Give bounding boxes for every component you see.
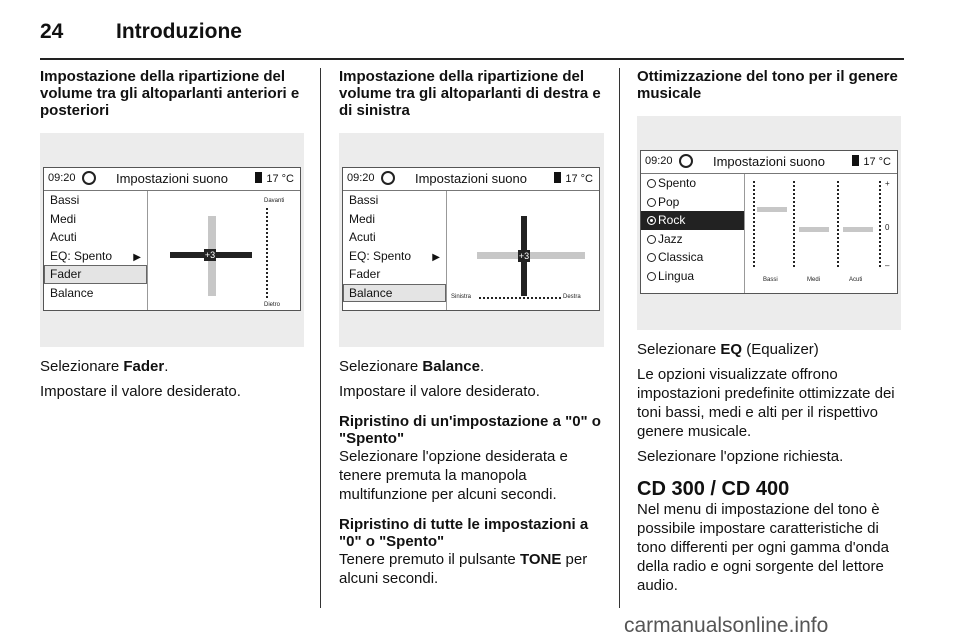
set-value-text: Impostare il valore desiderato. <box>339 383 540 400</box>
radio-selected-icon <box>647 216 656 225</box>
select-eq-text: Selezionare EQ (Equalizer) <box>637 341 819 358</box>
reset-one-title: Ripristino di un'impostazione a "0" o "Spento" <box>339 413 601 447</box>
arrow-right-icon: ▶ <box>133 251 141 263</box>
menu-item-balance[interactable]: Balance <box>343 284 446 303</box>
screen-title: Impostazioni suono <box>115 171 228 186</box>
menu-item-acuti[interactable]: Acuti <box>50 230 77 244</box>
fader-value: +3 <box>204 250 216 260</box>
fader-screen <box>43 167 301 311</box>
radio-icon <box>647 272 656 281</box>
clock-time: 09:20 <box>48 172 76 184</box>
column-divider <box>320 68 321 608</box>
eq-option-spento[interactable]: Spento <box>641 174 744 193</box>
screen-status-bar <box>641 151 897 173</box>
sound-menu <box>44 191 148 310</box>
balance-scale <box>479 297 561 299</box>
balance-value: +3 <box>518 251 530 261</box>
radio-icon <box>647 235 656 244</box>
watermark: carmanualsonline.info <box>624 614 829 637</box>
menu-item-acuti[interactable]: Acuti <box>349 230 376 244</box>
screen-status-bar <box>44 168 300 190</box>
reset-all-title: Ripristino di tutte le impostazioni a "0" o "Spento" <box>339 516 589 550</box>
eq-option-pop[interactable]: Pop <box>641 193 744 212</box>
eq-option-rock[interactable]: Rock <box>641 211 744 230</box>
eq-scale-acuti <box>879 181 881 267</box>
menu-item-bassi[interactable]: Bassi <box>50 193 80 207</box>
eq-scale-plus: + <box>885 179 890 188</box>
reset-one-text: Selezionare l'opzione desiderata e tenere premuta la manopola multifunzione per alcuni secondi. <box>339 448 568 503</box>
screen-status-bar <box>343 168 599 190</box>
menu-item-bassi[interactable]: Bassi <box>349 193 379 207</box>
set-value-text: Impostare il valore desiderato. <box>40 383 241 400</box>
eq-scale-left <box>753 181 755 267</box>
reset-all-text: Tenere premuto il pulsante TONE per alcuni secondi. <box>339 551 588 587</box>
label-left: Sinistra <box>451 294 472 300</box>
menu-item-fader[interactable]: Fader <box>349 267 381 281</box>
eq-option-lingua[interactable]: Lingua <box>641 267 744 286</box>
column-fader <box>40 68 304 401</box>
eq-option-jazz[interactable]: Jazz <box>641 230 744 249</box>
menu-item-balance[interactable]: Balance <box>50 285 94 300</box>
cd-section-title: CD 300 / CD 400 <box>637 478 790 500</box>
equalizer-heading: Ottimizzazione del tono per il genere musicale <box>637 68 898 102</box>
eq-medi-bar <box>799 227 829 232</box>
eq-acuti-bar <box>843 227 873 232</box>
eq-scale-bassi <box>793 181 795 267</box>
cd-section-text: Nel menu di impostazione del tono è possibile impostare caratteristiche di tono differenti per ogni gamma d'onda della radio e ogni sorgente del lettore audio. <box>637 501 889 594</box>
column-balance <box>339 68 604 588</box>
menu-item-fader[interactable]: Fader <box>44 265 147 284</box>
eq-band-medi: Medi <box>807 277 821 283</box>
page-header <box>40 20 242 44</box>
fader-screen-figure <box>40 133 304 347</box>
column-divider <box>619 68 620 608</box>
menu-item-eq[interactable]: EQ: Spento ▶ <box>343 247 446 266</box>
eq-options-menu <box>641 174 745 293</box>
screen-title: Impostazioni suono <box>712 154 825 169</box>
clock-time: 09:20 <box>645 155 673 167</box>
screen-title: Impostazioni suono <box>414 171 527 186</box>
balance-screen <box>342 167 600 311</box>
arrow-right-icon: ▶ <box>432 251 440 263</box>
eq-option-classica[interactable]: Classica <box>641 248 744 267</box>
select-fader-text: Selezionare Fader. <box>40 358 169 375</box>
balance-horizontal-track <box>477 252 585 259</box>
select-balance-text: Selezionare Balance. <box>339 358 485 375</box>
eq-description: Le opzioni visualizzate offrono impostazioni predefinite ottimizzate dei toni bassi, medi e alti per il rispettivo genere musicale. <box>637 366 895 440</box>
label-front: Davanti <box>264 198 285 204</box>
equalizer-screen-figure <box>637 116 901 330</box>
column-equalizer <box>637 68 901 595</box>
radio-icon <box>647 253 656 262</box>
fader-scale <box>266 208 268 298</box>
eq-scale-zero: 0 <box>885 223 890 232</box>
menu-item-medi[interactable]: Medi <box>50 211 77 226</box>
eq-scale-minus: – <box>885 261 890 270</box>
eq-band-acuti: Acuti <box>849 277 863 283</box>
fader-heading: Impostazione della ripartizione del volume tra gli altoparlanti anteriori e posteriori <box>40 68 300 119</box>
page-title: Introduzione <box>116 20 242 43</box>
temperature: 17 °C <box>554 172 593 185</box>
balance-heading: Impostazione della ripartizione del volume tra gli altoparlanti di destra e di sinistra <box>339 68 601 119</box>
header-rule <box>40 58 904 60</box>
temperature: 17 °C <box>852 155 891 168</box>
eq-bassi-bar <box>757 207 787 212</box>
menu-item-eq[interactable]: EQ: Spento ▶ <box>44 247 147 266</box>
radio-icon <box>647 179 656 188</box>
temperature: 17 °C <box>255 172 294 185</box>
radio-icon <box>647 198 656 207</box>
label-rear: Dietro <box>264 302 281 308</box>
eq-band-bassi: Bassi <box>763 277 778 283</box>
menu-item-medi[interactable]: Medi <box>349 211 376 226</box>
label-right: Destra <box>563 294 581 300</box>
balance-screen-figure <box>339 133 604 347</box>
page-number: 24 <box>40 20 64 43</box>
sound-menu <box>343 191 447 310</box>
eq-select-option-text: Selezionare l'opzione richiesta. <box>637 448 844 465</box>
eq-scale-medi <box>837 181 839 267</box>
equalizer-screen <box>640 150 898 294</box>
clock-time: 09:20 <box>347 172 375 184</box>
